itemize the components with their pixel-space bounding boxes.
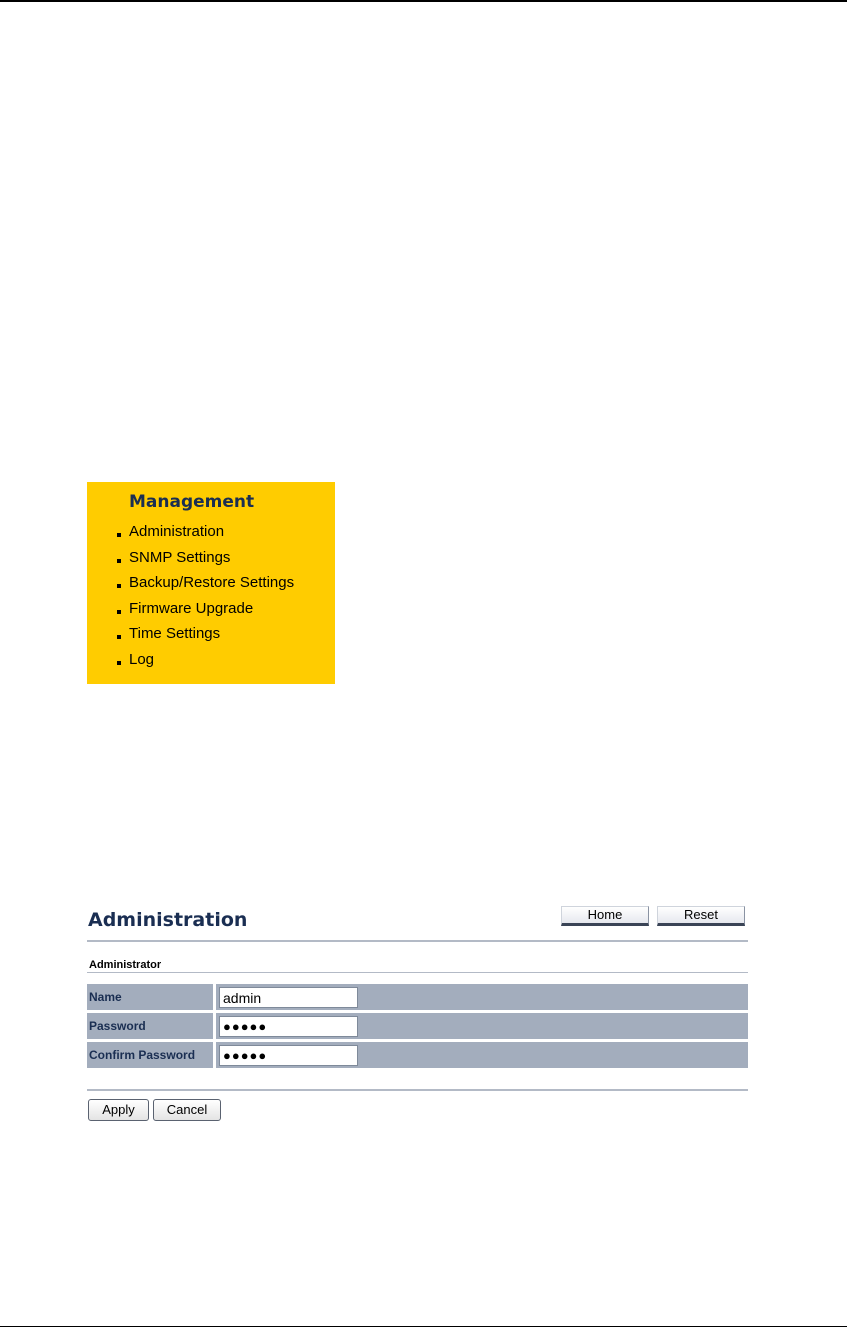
- section-title-administrator: Administrator: [89, 959, 162, 971]
- bullet-icon: [117, 559, 121, 563]
- menu-item-label: Backup/Restore Settings: [129, 574, 295, 591]
- menu-item-time-settings[interactable]: [115, 624, 294, 650]
- confirm-password-label: Confirm Password: [87, 1042, 216, 1068]
- menu-item-label: Time Settings: [129, 625, 221, 642]
- bullet-icon: [117, 533, 121, 537]
- administration-panel: [87, 900, 749, 1130]
- confirm-password-input[interactable]: [219, 1045, 358, 1066]
- menu-title: Management: [129, 492, 255, 512]
- bullet-icon: [117, 661, 121, 665]
- password-label: Password: [87, 1013, 216, 1039]
- name-input[interactable]: [219, 987, 358, 1008]
- menu-item-label: Log: [129, 650, 155, 668]
- menu-item-firmware-upgrade[interactable]: [115, 599, 294, 625]
- bullet-icon: [117, 610, 121, 614]
- home-button[interactable]: Home: [561, 906, 649, 926]
- apply-button[interactable]: Apply: [88, 1099, 149, 1121]
- page-title: Administration: [88, 909, 248, 931]
- menu-item-label: Firmware Upgrade: [129, 599, 254, 617]
- name-label: Name: [87, 984, 216, 1010]
- page-bottom-rule: [0, 1326, 847, 1327]
- management-menu: [87, 482, 335, 684]
- menu-list: [115, 522, 294, 675]
- password-row: [87, 1013, 748, 1039]
- name-row: [87, 984, 748, 1010]
- menu-item-label: SNMP Settings: [129, 548, 231, 566]
- menu-item-label: Administration: [129, 523, 225, 540]
- menu-item-administration[interactable]: [115, 522, 294, 548]
- bullet-icon: [117, 584, 121, 588]
- title-divider: [87, 940, 748, 942]
- reset-button[interactable]: Reset: [657, 906, 745, 926]
- password-input[interactable]: [219, 1016, 358, 1037]
- form-bottom-divider: [87, 1089, 748, 1091]
- menu-item-log[interactable]: [115, 650, 294, 676]
- cancel-button[interactable]: Cancel: [153, 1099, 221, 1121]
- confirm-password-row: [87, 1042, 748, 1068]
- page-top-rule: [0, 0, 847, 2]
- bullet-icon: [117, 635, 121, 639]
- menu-item-snmp-settings[interactable]: [115, 548, 294, 574]
- section-divider: [87, 972, 748, 973]
- menu-item-backup-restore-settings[interactable]: [115, 573, 294, 599]
